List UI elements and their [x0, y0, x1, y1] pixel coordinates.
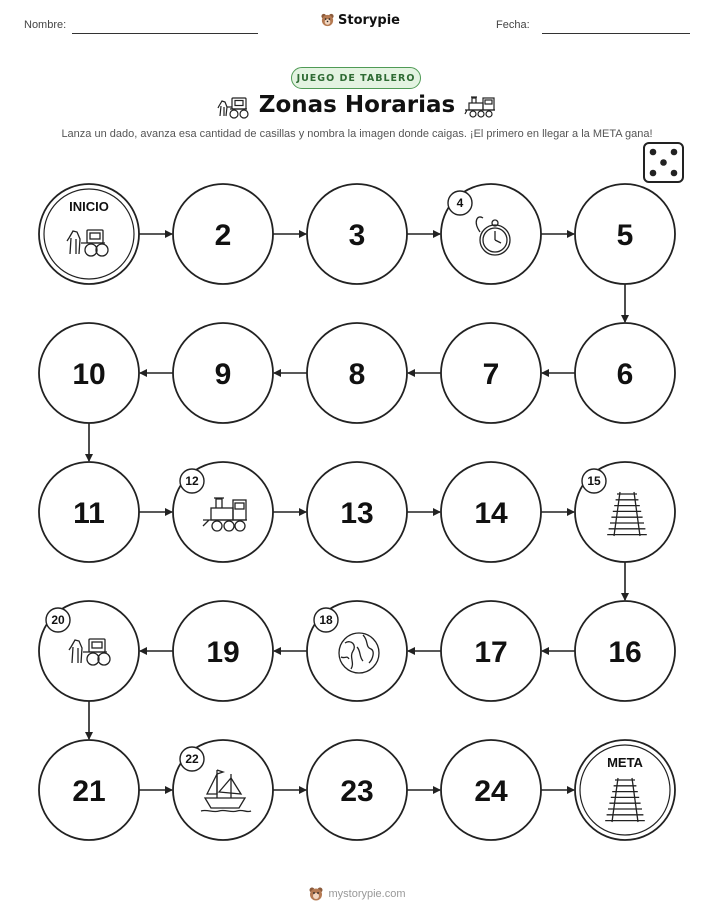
space-number: 23	[340, 775, 374, 808]
board-space-21	[39, 740, 139, 840]
board-space-23	[307, 740, 407, 840]
board-space-20	[39, 601, 139, 701]
page-title: Zonas Horarias	[258, 92, 456, 118]
space-number: 21	[72, 775, 106, 808]
board-space-3	[307, 184, 407, 284]
board-space-22	[173, 740, 273, 840]
space-number: 4	[456, 196, 464, 210]
board-space-18	[307, 601, 407, 701]
brand-name: Storypie	[338, 12, 400, 28]
board-space-19	[173, 601, 273, 701]
space-number: 24	[474, 775, 508, 808]
space-number: 14	[474, 497, 508, 530]
space-number: 22	[185, 752, 199, 766]
name-label: Nombre:	[24, 19, 67, 31]
board-space-9	[173, 323, 273, 423]
space-number: 17	[474, 636, 508, 669]
space-number: 7	[482, 358, 500, 391]
board-space-5	[575, 184, 675, 284]
space-number: 9	[214, 358, 232, 391]
space-number: 12	[185, 474, 199, 488]
space-number: 8	[348, 358, 366, 391]
board-space-12	[173, 462, 273, 562]
space-number: 10	[72, 358, 106, 391]
board-space-11	[39, 462, 139, 562]
game-type-badge: JUEGO DE TABLERO	[291, 67, 421, 89]
space-number: 2	[214, 219, 232, 252]
board-space-16	[575, 601, 675, 701]
instructions: Lanza un dado, avanza esa cantidad de casillas y nombra la imagen donde caigas. ¡El primero en llegar a la META gana!	[61, 128, 653, 140]
board-space-4	[441, 184, 541, 284]
footer-url: mystorypie.com	[328, 888, 406, 900]
dice-five-icon	[644, 143, 683, 182]
bear-mascot-icon	[308, 886, 324, 902]
board-space-15	[575, 462, 675, 562]
space-number: 19	[206, 636, 240, 669]
board-space-6	[575, 323, 675, 423]
board-space-2	[173, 184, 273, 284]
footer	[0, 886, 714, 902]
board-space-17	[441, 601, 541, 701]
board-space-10	[39, 323, 139, 423]
date-label: Fecha:	[496, 19, 530, 31]
board-space-1	[39, 184, 139, 284]
board-space-8	[307, 323, 407, 423]
space-label: META	[607, 755, 643, 770]
board-space-24	[441, 740, 541, 840]
space-number: 5	[616, 219, 634, 252]
board-space-7	[441, 323, 541, 423]
board-space-14	[441, 462, 541, 562]
space-number: 6	[616, 358, 634, 391]
space-number: 18	[319, 613, 333, 627]
space-number: 13	[340, 497, 374, 530]
board-space-25	[575, 740, 675, 840]
space-number: 16	[608, 636, 642, 669]
board-space-13	[307, 462, 407, 562]
space-number: 11	[73, 497, 105, 530]
space-number: 20	[51, 613, 65, 627]
space-number: 3	[348, 219, 366, 252]
space-number: 15	[587, 474, 601, 488]
space-label: INICIO	[69, 199, 109, 214]
